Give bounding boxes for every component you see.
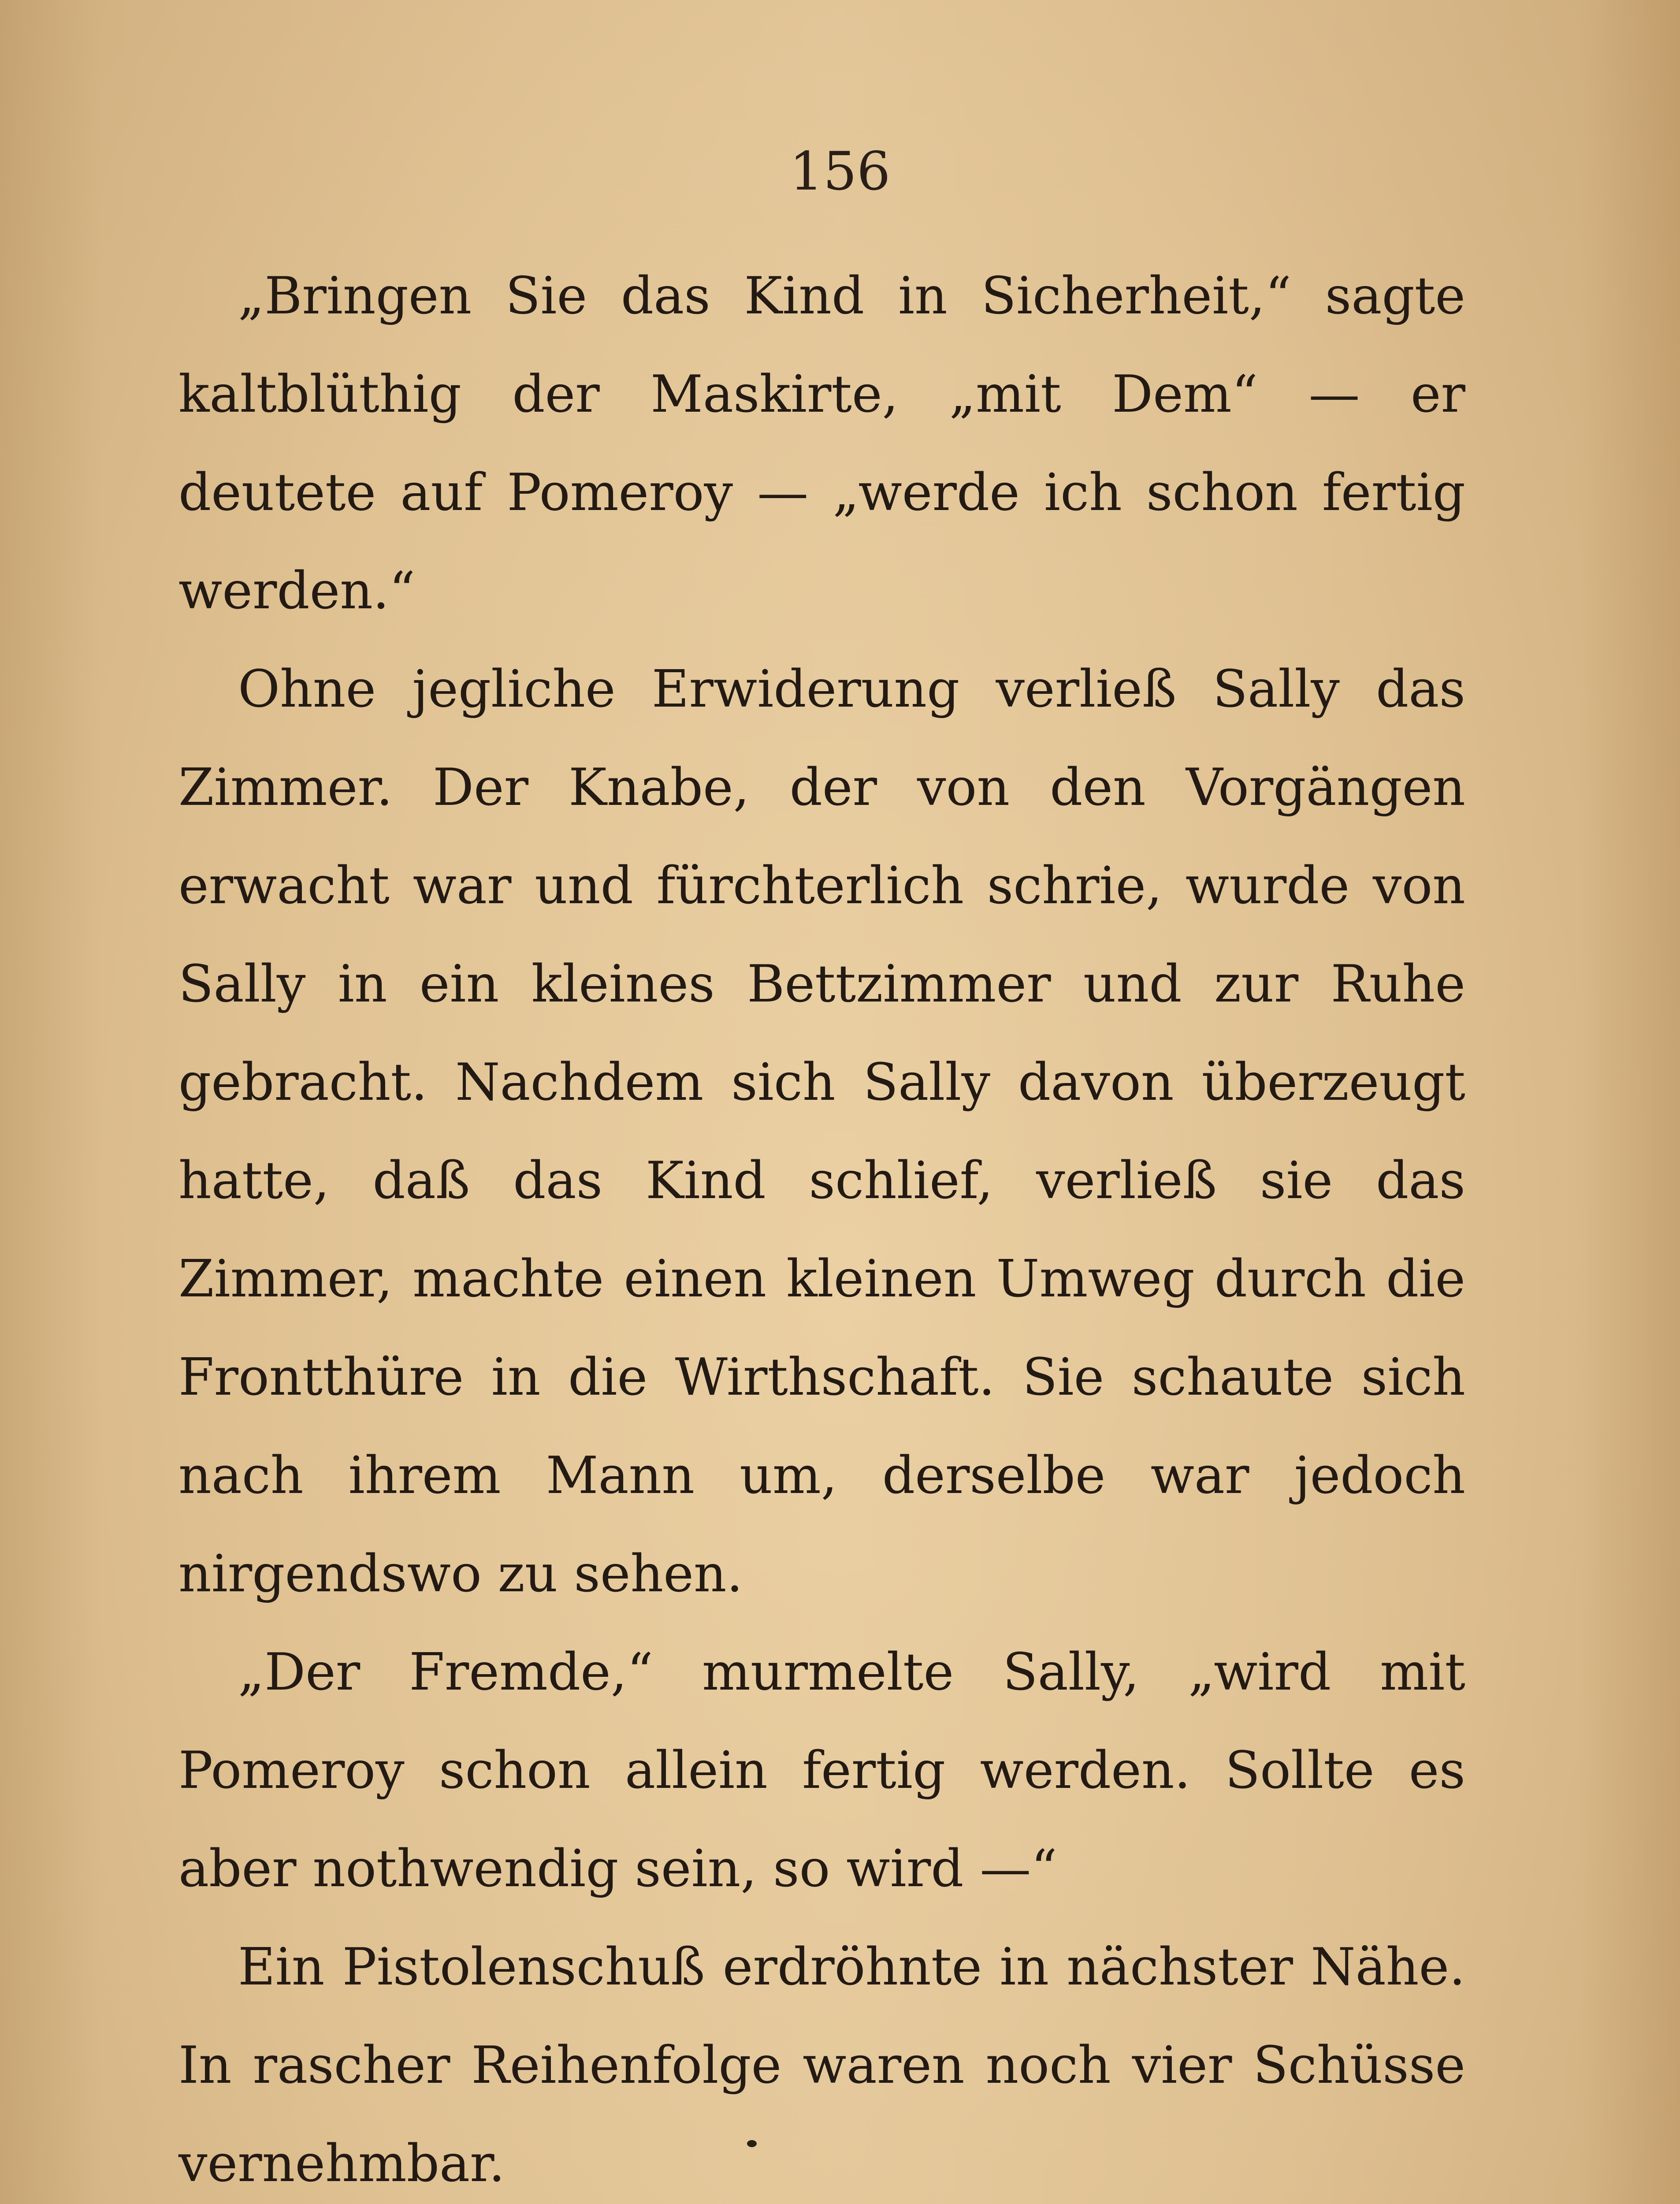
paragraph-2: Ohne jegliche Erwiderung verließ Sally das Zimmer. Der Knabe, der von den Vorgängen erwacht war und fürchterlich schrie, wurde von Sally in ein kleines Bettzimmer und zur Ruhe gebracht. Nachdem sich Sally davon überzeugt hatte, daß das Kind schlief, verließ sie das Zimmer, machte einen kleinen Umweg durch die Frontthüre in die Wirthschaft. Sie schaute sich nach ihrem Mann um, derselbe war jedoch nirgendswo zu sehen. xyxy=(178,659,1465,1604)
paragraph-4: Ein Pistolenschuß erdröhnte in nächster Nähe. In rascher Reihenfolge waren noch vier Schüsse vernehmbar. xyxy=(178,1937,1465,2193)
paragraph-1: „Bringen Sie das Kind in Sicherheit,“ sagte kaltblüthig der Maskirte, „mit Dem“ — er deutete auf Pomeroy — „werde ich schon fertig werden.“ xyxy=(178,266,1465,621)
body-text xyxy=(178,247,1465,2204)
paragraph-3: „Der Fremde,“ murmelte Sally, „wird mit Pomeroy schon allein fertig werden. Sollte es aber nothwendig sein, so wird —“ xyxy=(178,1642,1465,1899)
page-number: 156 xyxy=(789,141,891,202)
ink-speck xyxy=(747,2140,757,2147)
